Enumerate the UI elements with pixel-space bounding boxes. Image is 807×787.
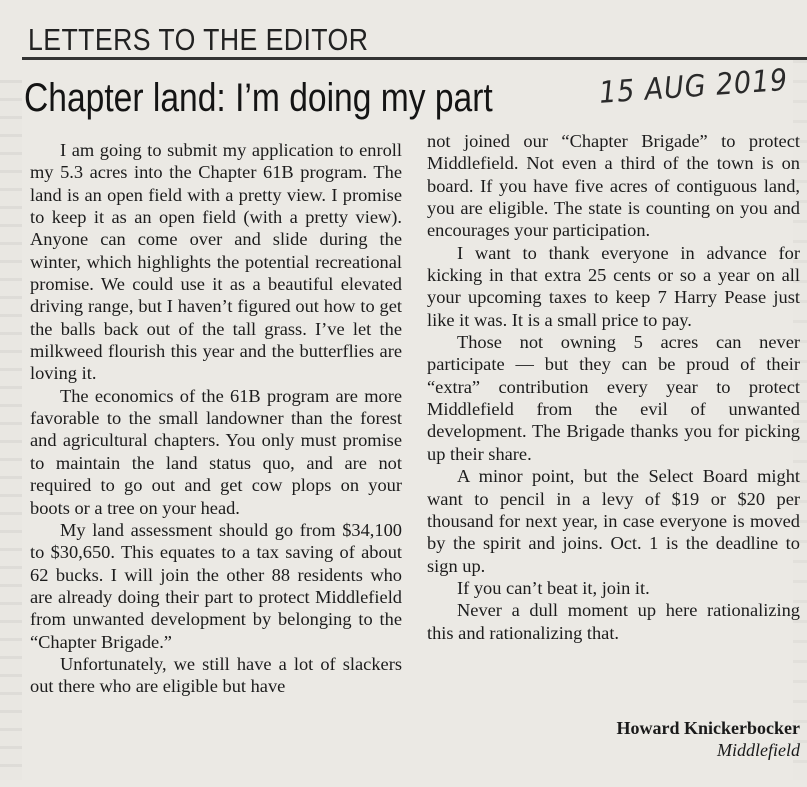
paragraph: Never a dull moment up here rationalizing this and rationalizing that. (427, 600, 800, 643)
handwritten-date: 15 AUG 2019 (598, 62, 790, 111)
section-header: LETTERS TO THE EDITOR (28, 22, 369, 57)
letter-column-left (30, 139, 402, 698)
paragraph: A minor point, but the Select Board might want to pencil in a levy of $19 or $20 per thousand for next year, in case everyone is moved by the spirit and joins. Oct. 1 is the deadline to sign up. (427, 466, 800, 576)
author-name: Howard Knickerbocker (616, 718, 800, 738)
headline: Chapter land: I’m doing my part (24, 76, 493, 120)
signature-block (560, 717, 800, 761)
paragraph: I am going to submit my application to enroll my 5.3 acres into the Chapter 61B program. The land is an open field with a pretty view. I promise to keep it as an open field (with a pretty view). Anyone can come over and slide during the winter, which highlights the potential recreational promise. We could use it as a beautiful elevated driving range, but I haven’t figured out how to get the balls back out of the tall grass. I’ve let the milkweed flourish this year and the butterflies are loving it. (30, 140, 402, 384)
header-rule (22, 57, 807, 60)
author-town: Middlefield (717, 740, 800, 760)
paragraph: If you can’t beat it, join it. (457, 577, 650, 598)
letter-column-right (427, 130, 800, 644)
paragraph: I want to thank everyone in advance for kicking in that extra 25 cents or so a year on all your upcoming taxes to keep 7 Harry Pease just like it was. It is a small price to pay. (427, 242, 800, 330)
paragraph: My land assessment should go from $34,100 to $30,650. This equates to a tax saving of about 62 bucks. I will join the other 88 residents who are already doing their part to protect Middlefield from unwanted development by belonging to the “Chapter Brigade.” (30, 519, 402, 652)
adjacent-column-bleed-left (0, 80, 22, 780)
paragraph: not joined our “Chapter Brigade” to protect Middlefield. Not even a third of the town is on board. If you have five acres of contiguous land, you are eligible. The state is counting on you and encourages your participation. (427, 131, 800, 241)
paragraph: The economics of the 61B program are more favorable to the small landowner than the forest and agricultural chapters. You only must promise to maintain the land status quo, and are not required to go out and get cow plops on your boots or a tree on your head. (30, 385, 402, 518)
paragraph: Those not owning 5 acres can never participate — but they can be proud of their “extra” contribution every year to protect Middlefield from the evil of unwanted development. The Brigade thanks you for picking up their share. (427, 332, 800, 464)
paragraph: Unfortunately, we still have a lot of slackers out there who are eligible but have (30, 653, 402, 697)
